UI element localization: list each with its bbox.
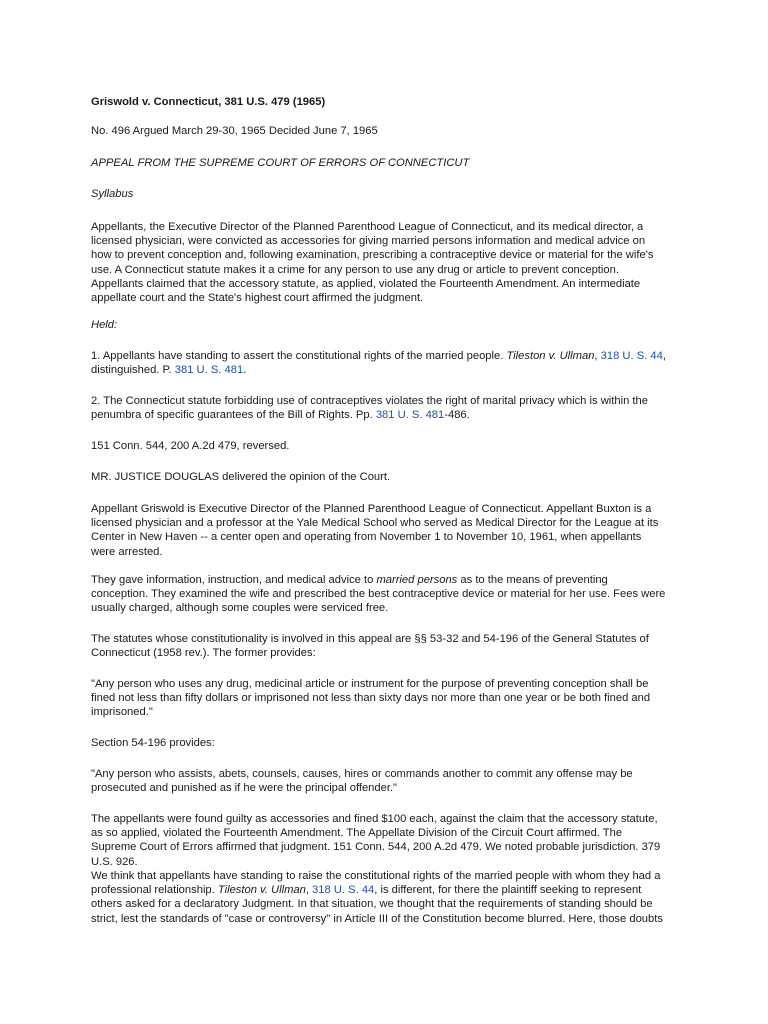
paragraph-standing — [91, 869, 666, 926]
held1-link-381us481[interactable]: 381 U. S. 481 — [174, 364, 244, 377]
held1-text-b: , — [594, 350, 601, 362]
paragraph-information — [91, 573, 666, 616]
held-point-2 — [91, 394, 666, 422]
held2-link-381us481[interactable]: 381 U. S. 481 — [375, 409, 445, 422]
standing-text-a: We think that appellants have standing to raise the constitutional rights of the married people with whom they had a professional relationship. — [91, 870, 661, 897]
docket-line: No. 496 Argued March 29-30, 1965 Decided June 7, 1965 — [91, 125, 378, 137]
held1-text-a: 1. Appellants have standing to assert the constitutional rights of the married people. — [91, 350, 507, 362]
held1-link-318us44[interactable]: 318 U. S. 44 — [600, 350, 663, 362]
standing-text-c: , is different, for there the plaintiff seeking to represent others asked for a declaratory Judgment. In that situation, we thought that the requirements of standing should be strict, lest the standards of "case or controversy" in Article III of the Constitution become blurred. Here, those doubts — [91, 884, 663, 925]
case-title: Griswold v. Connecticut, 381 U.S. 479 (1965) — [91, 96, 326, 108]
held1-case-name: Tileston v. Ullman — [506, 350, 595, 362]
paragraph-guilty: The appellants were found guilty as accessories and fined $100 each, against the claim that the accessory statute, as so applied, violated the Fourteenth Amendment. The Appellate Division of the Circuit Court affirmed. The Supreme Court of Errors affirmed that judgment. 151 Conn. 544, 200 A.2d 479. We noted probable jurisdiction. 379 U.S. 926. — [91, 813, 661, 868]
held1-text-c: , distinguished. P. — [91, 350, 666, 377]
syllabus-heading: Syllabus — [91, 188, 134, 200]
syllabus-paragraph: Appellants, the Executive Director of the Planned Parenthood League of Connecticut, and its medical director, a licensed physician, were convicted as accessories for giving married persons information and medical advice on how to prevent conception and, following examination, prescribing a contraceptive device or material for the wife's use. A Connecticut statute makes it a crime for any person to use any drug or article to prevent conception. Appellants claimed that the accessory statute, as applied, violated the Fourteenth Amendment. An intermediate appellate court and the State's highest court affirmed the judgment. — [91, 221, 654, 305]
gave-text-b: as to the means of preventing conception. They examined the wife and prescribed the best contraceptive device or material for her use. Fees were usually charged, although some couples were serviced free. — [91, 574, 666, 615]
held2-text-b: -486. — [444, 409, 470, 422]
standing-case-name: Tileston v. Ullman — [217, 884, 306, 897]
gave-text-a: They gave information, instruction, and medical advice to — [91, 574, 377, 586]
standing-text-b: , — [305, 884, 313, 897]
standing-link-318us44[interactable]: 318 U. S. 44 — [312, 884, 375, 897]
paragraph-griswold: Appellant Griswold is Executive Director of the Planned Parenthood League of Connecticut. Appellant Buxton is a licensed physician and a professor at the Yale Medical School who served as Medical Director for the League at its Center in New Haven -- a center open and operating from November 1 to November 10, 1961, when appellants were arrested. — [91, 503, 659, 558]
paragraph-statutes: The statutes whose constitutionality is involved in this appeal are §§ 53-32 and 54-196 of the General Statutes of Connecticut (1958 rev.). The former provides: — [91, 633, 649, 660]
section-54-196-intro: Section 54-196 provides: — [91, 737, 215, 749]
held-point-1 — [91, 349, 666, 377]
quote-53-32: "Any person who uses any drug, medicinal article or instrument for the purpose of preventing conception shall be fined not less than fifty dollars or imprisoned not less than sixty days nor more than one year or be both fined and imprisoned." — [91, 678, 651, 719]
held1-text-d: . — [243, 364, 247, 377]
gave-emphasis: married persons — [376, 574, 458, 586]
appeal-heading: APPEAL FROM THE SUPREME COURT OF ERRORS OF CONNECTICUT — [91, 157, 470, 169]
citation-reversed: 151 Conn. 544, 200 A.2d 479, reversed. — [91, 440, 290, 452]
held2-text-a: 2. The Connecticut statute forbidding use of contraceptives violates the right of marital privacy which is within the penumbra of specific guarantees of the Bill of Rights. Pp. — [91, 395, 648, 422]
held-label: Held: — [91, 319, 118, 331]
opinion-intro: MR. JUSTICE DOUGLAS delivered the opinion of the Court. — [91, 471, 391, 483]
quote-54-196: "Any person who assists, abets, counsels, causes, hires or commands another to commit any offense may be prosecuted and punished as if he were the principal offender." — [91, 768, 633, 795]
